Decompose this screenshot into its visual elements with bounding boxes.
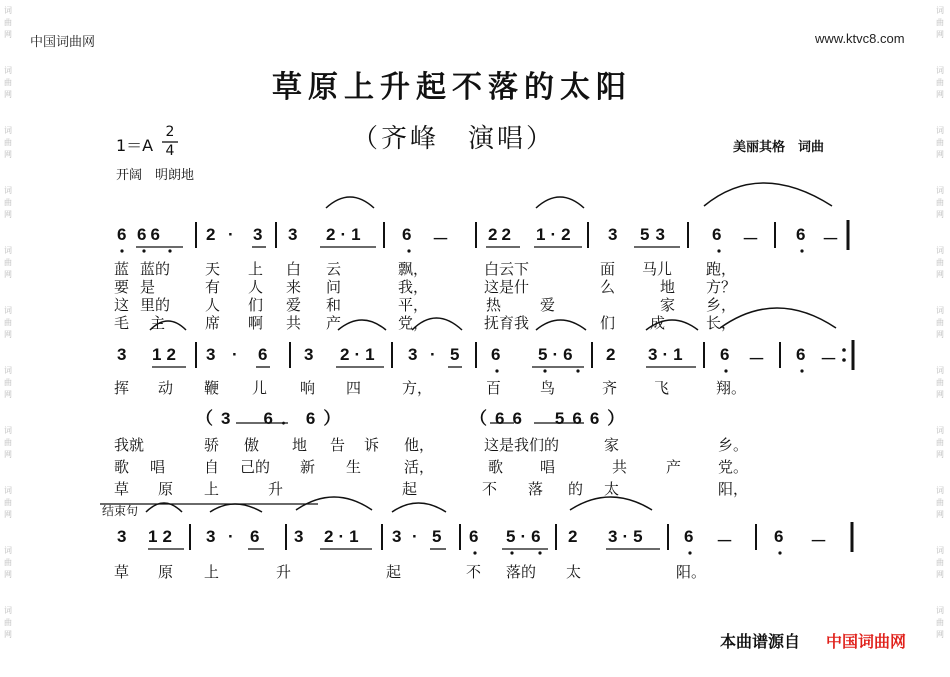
watermark-glyph: 词 (936, 306, 944, 315)
watermark-glyph: 网 (4, 270, 12, 279)
lyric: 和 (326, 296, 342, 314)
lyric: 起 (386, 563, 402, 581)
note: 5 (450, 345, 460, 364)
lyric: 齐 (602, 379, 618, 397)
note-dot: · (228, 527, 234, 546)
watermark-glyph: 词 (936, 186, 944, 195)
watermark-glyph: 词 (4, 366, 12, 375)
lyric: 爱 (540, 296, 556, 314)
watermark-glyph: 曲 (4, 258, 12, 267)
note: 3 (408, 345, 418, 364)
lyric: 活， (404, 458, 435, 476)
note: 3 (206, 345, 216, 364)
alt-notes-2: （66 566） (470, 409, 633, 428)
lyric: 百 (486, 379, 502, 397)
lyric: 鞭 (204, 379, 220, 397)
watermark-glyph: 网 (4, 90, 12, 99)
lyric: 毛 (114, 314, 130, 332)
lyric: 白云下 (484, 260, 530, 278)
watermark-glyph: 曲 (4, 378, 12, 387)
lyric: 席 (205, 314, 221, 332)
source-site-link[interactable]: 中国词曲网 (826, 632, 907, 651)
watermark-glyph: 词 (936, 486, 944, 495)
watermark-glyph: 词 (4, 246, 12, 255)
watermark-glyph: 网 (936, 90, 944, 99)
note: 2·1 (340, 345, 380, 364)
watermark-glyph: 网 (4, 210, 12, 219)
watermark-glyph: 词 (936, 366, 944, 375)
lyric: 生 (346, 458, 362, 476)
note: 6 (712, 225, 722, 244)
watermark-glyph: 词 (4, 546, 12, 555)
lyric: 云 (326, 260, 342, 278)
watermark-glyph: 词 (4, 186, 12, 195)
note: 5 (432, 527, 442, 546)
note: 5·6 (538, 345, 578, 364)
note: 3·5 (608, 527, 648, 546)
lyric: 骄 (204, 436, 220, 454)
watermark-glyph: 网 (4, 330, 12, 339)
lyric: 方， (402, 379, 433, 397)
watermark-glyph: 曲 (4, 558, 12, 567)
alt-notes-1: （3 6．6） (196, 409, 349, 428)
lyric: 们 (248, 296, 264, 314)
note: 2 (568, 527, 578, 546)
note: 22 (488, 225, 515, 244)
lyric: 蓝的 (140, 260, 171, 278)
lyric: 响 (300, 379, 316, 397)
lyric: 草 (114, 563, 130, 581)
lyric: 马儿 (642, 260, 673, 278)
note: 6 (250, 527, 260, 546)
note: 3·1 (648, 345, 688, 364)
performer-subtitle: （齐峰 演唱） (352, 124, 556, 154)
lyric: 地 (660, 278, 676, 296)
watermark-glyph: 词 (4, 66, 12, 75)
watermark-glyph: 曲 (936, 378, 944, 387)
note: 3 (117, 345, 127, 364)
staff2-barlines (196, 342, 780, 368)
lyric: 上 (204, 480, 220, 498)
watermark-glyph: 网 (4, 510, 12, 519)
lyric: 升 (276, 563, 292, 581)
lyric: 是 (140, 278, 156, 296)
watermark-glyph: 曲 (936, 138, 944, 147)
lyric: 乡， (706, 296, 737, 314)
lyric: 唱 (150, 458, 166, 476)
note: 6 (402, 225, 412, 244)
lyric: 白 (286, 260, 302, 278)
lyric: 天 (205, 260, 221, 278)
lyric: 抚育我 (484, 314, 530, 332)
lyric: 人 (205, 296, 221, 314)
lyric: 成 (650, 314, 666, 332)
lyric: 这 (114, 296, 130, 314)
lyric: 我， (398, 278, 429, 296)
lyric: 草 (114, 480, 130, 498)
note: 2·1 (326, 225, 366, 244)
lyric: 翔。 (716, 379, 747, 397)
key-signature: 1＝A (116, 136, 154, 155)
note: 3 (304, 345, 314, 364)
lyric: 鸟 (540, 379, 556, 397)
lyric: 告 (330, 436, 346, 454)
lyric: 热 (486, 296, 502, 314)
note-dash: － (748, 350, 765, 369)
note-dash: － (432, 230, 449, 249)
watermark-glyph: 网 (4, 30, 12, 39)
note: 6 (469, 527, 479, 546)
lyric: 新 (300, 458, 316, 476)
watermark-glyph: 网 (936, 630, 944, 639)
lyric: 太 (566, 563, 582, 581)
note-dot: · (228, 225, 234, 244)
time-signature-bottom: 4 (165, 143, 175, 159)
lyric: 这是我们的 (484, 436, 560, 454)
lyric: 儿 (252, 379, 268, 397)
watermark-glyph: 曲 (4, 138, 12, 147)
note: 2 (206, 225, 216, 244)
lyric: 问 (326, 278, 342, 296)
watermark-glyph: 曲 (4, 438, 12, 447)
lyric: 爱 (286, 296, 302, 314)
watermark-glyph: 词 (4, 486, 12, 495)
note-dash: － (742, 230, 759, 249)
watermark-glyph: 曲 (4, 498, 12, 507)
lyric: 他， (404, 436, 435, 454)
lyric: 阳， (718, 480, 749, 498)
lyric: 己的 (240, 458, 271, 476)
watermark-glyph: 曲 (936, 18, 944, 27)
note: 12 (148, 527, 177, 546)
note: 6 (684, 527, 694, 546)
lyric: 产 (666, 458, 682, 476)
lyric: 不 (482, 480, 498, 498)
watermark-glyph: 网 (4, 570, 12, 579)
lyric: 家 (604, 436, 620, 454)
tempo-marking: 开阔 明朗地 (116, 168, 195, 183)
watermark-glyph: 曲 (936, 258, 944, 267)
lyric: 动 (158, 379, 174, 397)
note-dash: － (810, 532, 827, 551)
note: 6 (258, 345, 268, 364)
lyric: 跑， (706, 260, 737, 278)
lyric: 挥 (114, 379, 130, 397)
watermark-glyph: 词 (936, 426, 944, 435)
note: 3 (294, 527, 304, 546)
note: 66 (137, 225, 164, 244)
watermark-glyph: 词 (936, 606, 944, 615)
lyric: 要 (114, 278, 130, 296)
watermark-glyph: 网 (936, 330, 944, 339)
watermark-glyph: 网 (936, 570, 944, 579)
watermark-glyph: 词 (936, 126, 944, 135)
lyric: 原 (158, 480, 174, 498)
note-dash: － (822, 230, 839, 249)
lyric: 唱 (540, 458, 556, 476)
watermark-glyph: 曲 (936, 78, 944, 87)
lyric: 蓝 (114, 260, 130, 278)
watermark-glyph: 曲 (4, 78, 12, 87)
note: 1·2 (536, 225, 576, 244)
watermark-glyph: 词 (936, 6, 944, 15)
note: 6 (796, 345, 806, 364)
watermark-glyph: 曲 (4, 318, 12, 327)
lyric: 共 (286, 314, 302, 332)
note-dot: · (412, 527, 418, 546)
note: 2·1 (324, 527, 364, 546)
lyric: 不 (466, 563, 482, 581)
site-url-right[interactable]: www.ktvc8.com (815, 31, 905, 46)
watermark-glyph: 网 (936, 390, 944, 399)
lyric: 歌 (488, 458, 504, 476)
lyric: 太 (604, 480, 620, 498)
lyric: 方？ (706, 278, 737, 296)
lyric: 平， (398, 296, 429, 314)
staff1-slurs (326, 183, 832, 208)
watermark-glyph: 词 (4, 126, 12, 135)
lyric: 党， (398, 314, 429, 332)
lyric: 长， (706, 314, 737, 332)
lyric: 落 (528, 480, 544, 498)
watermark-glyph: 曲 (4, 18, 12, 27)
lyric: 共 (612, 458, 628, 476)
lyric: 起 (402, 480, 418, 498)
lyric: 来 (286, 278, 302, 296)
watermark-glyph: 曲 (936, 558, 944, 567)
lyric: 党。 (718, 458, 749, 476)
lyric: 地 (292, 436, 308, 454)
time-signature-top: 2 (165, 124, 175, 140)
note-dot: · (232, 345, 238, 364)
credits: 美丽其格 词曲 (733, 140, 825, 155)
watermark-glyph: 词 (4, 606, 12, 615)
note: 6 (774, 527, 784, 546)
site-name-left[interactable]: 中国词曲网 (30, 34, 96, 49)
lyric: 上 (204, 563, 220, 581)
watermark-glyph: 网 (936, 210, 944, 219)
note: 3 (392, 527, 402, 546)
lyric: 升 (268, 480, 284, 498)
watermark-glyph: 词 (4, 6, 12, 15)
note: 3 (608, 225, 618, 244)
note: 6 (491, 345, 501, 364)
note-dash: － (716, 532, 733, 551)
note-dash: － (820, 350, 837, 369)
lyric: 们 (600, 314, 616, 332)
lyric: 有 (205, 278, 221, 296)
watermark-glyph: 网 (936, 150, 944, 159)
note: 6 (796, 225, 806, 244)
watermark-glyph: 曲 (936, 318, 944, 327)
lyric: 啊 (248, 314, 264, 332)
lyric: 自 (204, 458, 220, 476)
note: 12 (152, 345, 181, 364)
watermark-glyph: 词 (936, 546, 944, 555)
note: 6 (117, 225, 127, 244)
ending-label: 结束句 (102, 504, 139, 518)
staff1-barlines (196, 222, 775, 248)
watermark-glyph: 网 (936, 30, 944, 39)
note: 2 (606, 345, 616, 364)
lyric: 傲 (244, 436, 260, 454)
lyric: 歌 (114, 458, 130, 476)
lyric: 乡。 (718, 436, 749, 454)
note: 53 (640, 225, 671, 244)
lyric: 的 (568, 480, 584, 498)
lyric: 原 (158, 563, 174, 581)
lyric: 里的 (140, 296, 171, 314)
note: 3 (206, 527, 216, 546)
watermark-glyph: 词 (936, 66, 944, 75)
watermark-glyph: 曲 (936, 198, 944, 207)
lyric: 飞 (654, 379, 670, 397)
watermark-glyph: 曲 (4, 198, 12, 207)
watermark-glyph: 曲 (4, 618, 12, 627)
lyric: 我就 (114, 436, 145, 454)
song-title: 草原上升起不落的太阳 (272, 70, 632, 105)
lyric: 飘， (398, 260, 429, 278)
lyric: 面 (600, 260, 616, 278)
lyric: 产 (326, 314, 342, 332)
watermark-glyph: 网 (4, 630, 12, 639)
watermark-glyph: 曲 (936, 618, 944, 627)
watermark-glyph: 曲 (936, 498, 944, 507)
watermark-glyph: 词 (4, 426, 12, 435)
lyric: 家 (660, 296, 676, 314)
watermark-glyph: 网 (936, 510, 944, 519)
lyric: 落的 (506, 563, 537, 581)
watermark-glyph: 网 (936, 270, 944, 279)
note: 3 (117, 527, 127, 546)
watermark-glyph: 词 (936, 246, 944, 255)
watermark-glyph: 网 (4, 150, 12, 159)
note: 6 (720, 345, 730, 364)
lyric: 么 (600, 278, 616, 296)
watermark-glyph: 网 (936, 450, 944, 459)
lyric: 这是什 (484, 278, 530, 296)
lyric: 四 (346, 379, 362, 397)
lyric: 阳。 (676, 563, 707, 581)
lyric: 主 (150, 314, 166, 332)
note: 3 (253, 225, 263, 244)
lyric: 上 (248, 260, 264, 278)
watermark-glyph: 曲 (936, 438, 944, 447)
note: 3 (288, 225, 298, 244)
watermark-glyph: 网 (4, 450, 12, 459)
lyric: 人 (248, 278, 264, 296)
lyric: 诉 (364, 436, 380, 454)
note: 5·6 (506, 527, 546, 546)
watermark-glyph: 网 (4, 390, 12, 399)
note-dot: · (430, 345, 436, 364)
source-label: 本曲谱源自 (720, 632, 801, 651)
watermark-glyph: 词 (4, 306, 12, 315)
